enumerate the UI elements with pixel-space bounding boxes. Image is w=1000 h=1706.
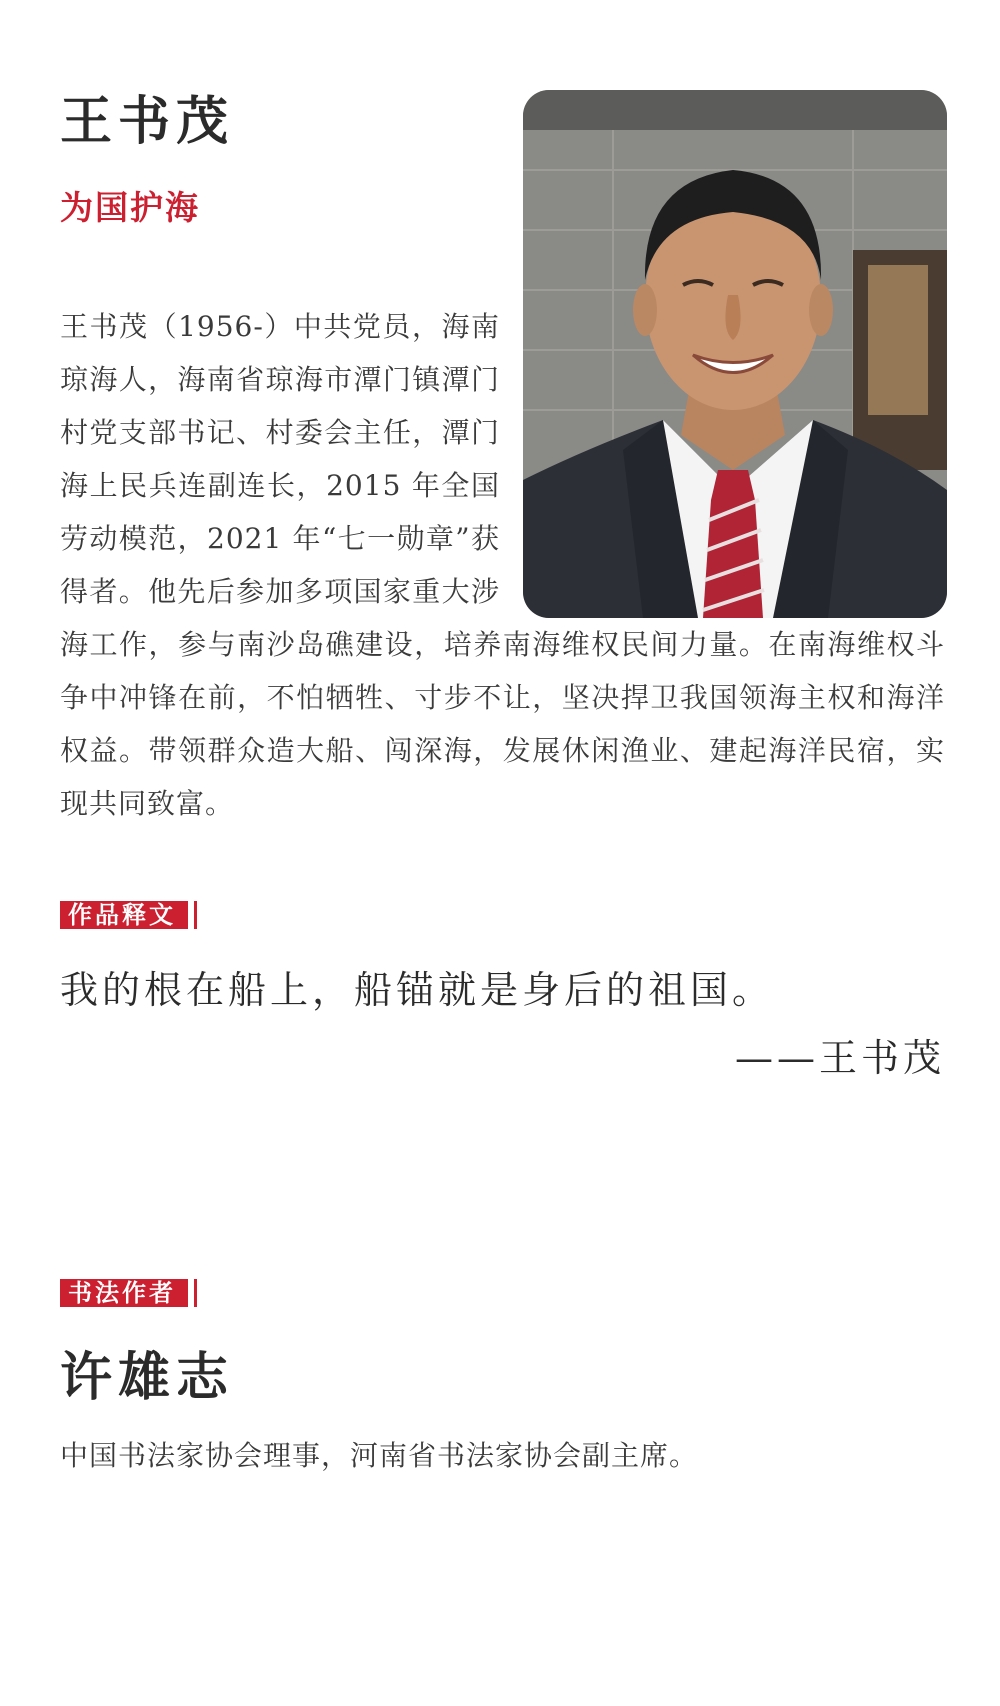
biography-text: 王书茂（1956-）中共党员，海南琼海人，海南省琼海市潭门镇潭门村党支部书记、村委会主任，潭门海上民兵连副连长，2015 年全国劳动模范，2021 年“七一勋章”获得者。他先后参加多项国家重大涉海工作，参与南沙岛礁建设，培养南海维权民间力量。在南海维权斗争中冲锋在前，不怕牺牲、寸步不让，坚决捍卫我国领海主权和海洋权益。带领群众造大船、闯深海，发展休闲渔业、建起海洋民宿，实现共同致富。 [60, 310, 945, 820]
page-subtitle: 为国护海 [60, 188, 200, 227]
section-tag-work [60, 900, 197, 930]
page-title: 王书茂 [60, 92, 235, 152]
calligrapher-description: 中国书法家协会理事，河南省书法家协会副主席。 [60, 1439, 699, 1472]
biography [60, 300, 945, 830]
tag-divider [194, 1279, 197, 1307]
section-tag-calligrapher [60, 1278, 197, 1308]
section-tag-label: 作品释文 [60, 901, 188, 929]
tag-divider [194, 901, 197, 929]
section-tag-label: 书法作者 [60, 1279, 188, 1307]
calligrapher-name: 许雄志 [60, 1348, 235, 1408]
quote-attribution: ——王书茂 [734, 1036, 945, 1080]
quote-text: 我的根在船上，船锚就是身后的祖国。 [60, 968, 775, 1012]
